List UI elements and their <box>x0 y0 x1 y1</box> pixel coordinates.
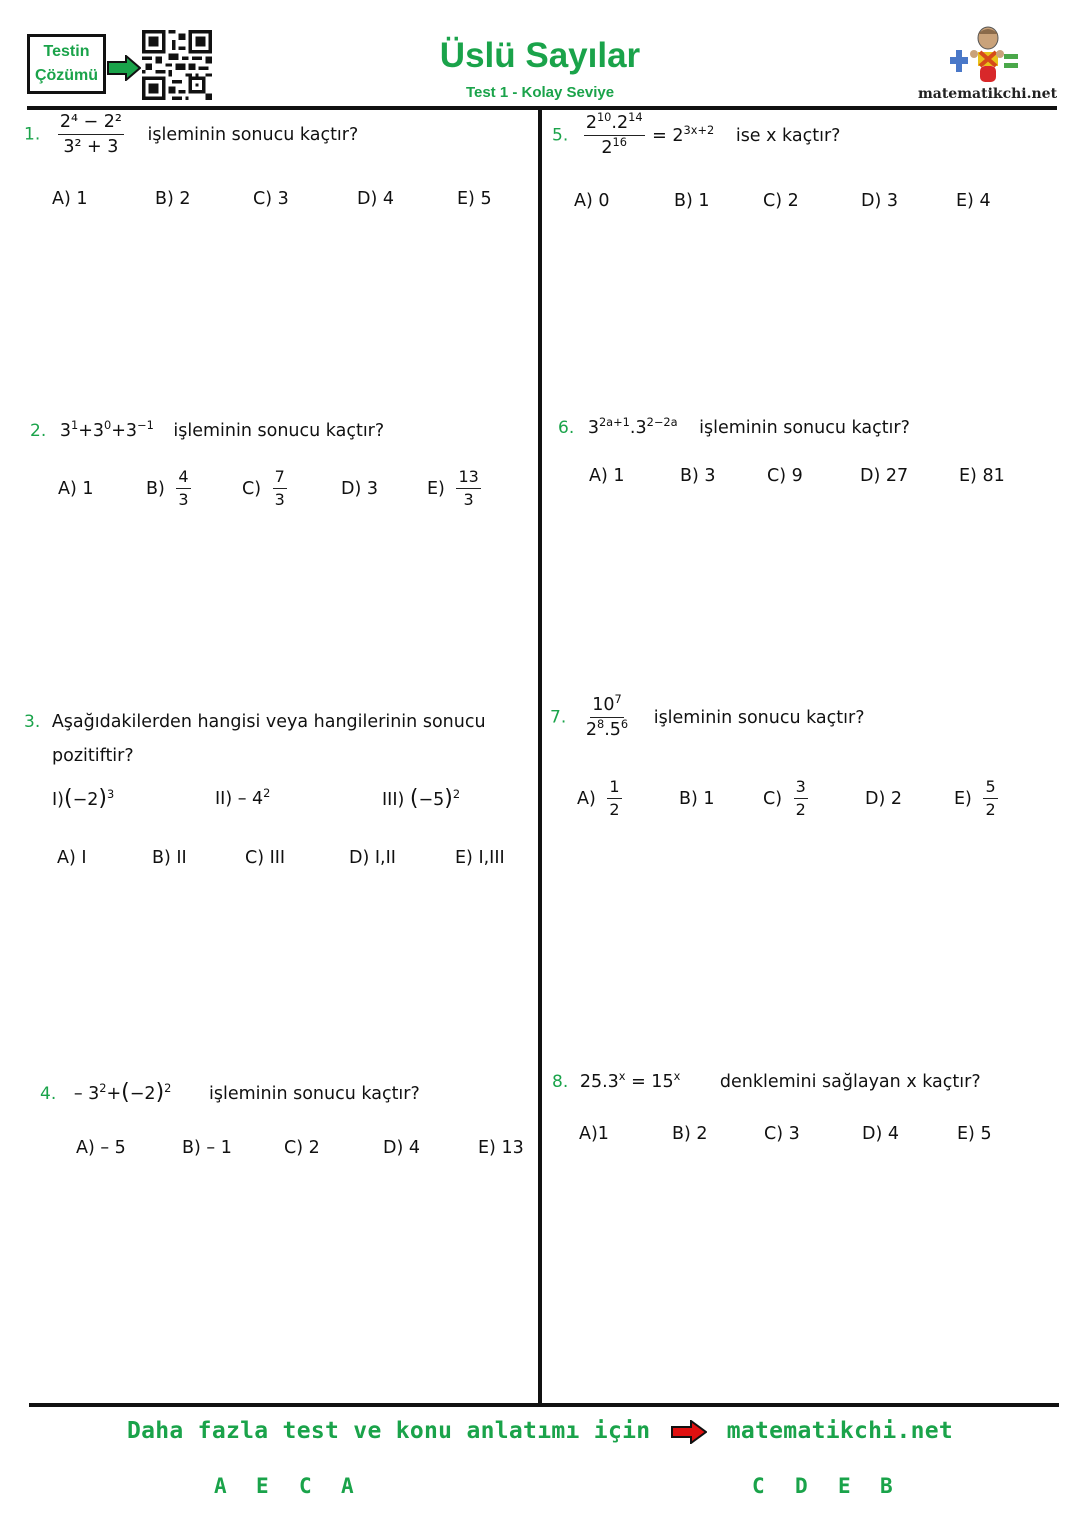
option-c[interactable]: C) $\frac{3}{2}$ <box>763 777 806 820</box>
expression-rhs: = $2^{3x+2}$ <box>652 122 715 146</box>
question-text: işleminin sonucu kaçtır? <box>653 707 865 728</box>
expression-fraction: $\frac{\text{2⁴ − 2²}}{\text{3² + 3}}$ <box>59 112 122 158</box>
question-text: işleminin sonucu kaçtır? <box>208 1084 420 1104</box>
question-number: 1. <box>24 124 41 145</box>
option-a[interactable]: A) 1 <box>58 479 94 499</box>
option-e[interactable]: E) 4 <box>956 191 991 211</box>
question-text: ise x kaçtır? <box>735 125 841 146</box>
option-b[interactable]: B) 1 <box>674 191 710 211</box>
option-a[interactable]: A) 0 <box>574 191 610 211</box>
option-d[interactable]: D) 4 <box>357 189 394 209</box>
option-e[interactable]: E) 81 <box>959 466 1005 486</box>
question-text-line1: Aşağıdakilerden hangisi veya hangilerinin sonucu <box>51 712 486 732</box>
column-divider <box>538 108 542 1406</box>
option-c[interactable]: C) 2 <box>284 1138 320 1158</box>
mascot-logo-icon <box>950 26 1025 86</box>
option-a[interactable]: A) I <box>57 848 87 868</box>
red-arrow-icon <box>671 1420 707 1444</box>
question-text: işleminin sonucu kaçtır? <box>173 421 385 441</box>
answer-key-2: E <box>256 1474 269 1498</box>
option-c[interactable]: C) 9 <box>767 466 803 486</box>
option-d[interactable]: D) I,II <box>349 848 396 868</box>
footer-divider <box>29 1403 1059 1407</box>
question-number: 3. <box>24 712 41 732</box>
question-number: 7. <box>550 707 567 728</box>
option-a[interactable]: A) 1 <box>52 189 88 209</box>
footer-promo <box>0 1418 1080 1444</box>
option-c[interactable]: C) 3 <box>253 189 289 209</box>
option-e[interactable]: E) 5 <box>957 1124 992 1144</box>
option-b[interactable]: B) – 1 <box>182 1138 232 1158</box>
option-c[interactable]: C) $\frac{7}{3}$ <box>242 467 285 510</box>
statement-i: $I)(-2)^3$ <box>52 786 115 811</box>
answer-key-1: A <box>214 1474 227 1498</box>
option-b[interactable]: B) 3 <box>680 466 716 486</box>
question-number: 8. <box>552 1072 569 1092</box>
question-number: 5. <box>552 125 569 146</box>
option-d[interactable]: D) 2 <box>865 789 903 809</box>
question-number: 6. <box>558 418 575 438</box>
page-subtitle: Test 1 - Kolay Seviye <box>465 84 615 101</box>
option-d[interactable]: D) 27 <box>860 466 909 486</box>
option-e[interactable]: E) I,III <box>455 848 505 868</box>
question-text: işleminin sonucu kaçtır? <box>147 124 359 145</box>
answer-key-6: D <box>795 1474 808 1498</box>
question-text: işleminin sonucu kaçtır? <box>699 418 910 438</box>
option-b[interactable]: B) II <box>152 848 187 868</box>
statement-iii: III) $(-5)^2$ <box>382 786 461 811</box>
option-b[interactable]: B) $\frac{4}{3}$ <box>146 467 189 510</box>
question-1 <box>24 112 358 157</box>
option-d[interactable]: D) 4 <box>862 1124 899 1144</box>
option-e[interactable]: E) 13 <box>478 1138 524 1158</box>
question-number: 4. <box>40 1084 57 1104</box>
option-a[interactable]: A) – 5 <box>76 1138 126 1158</box>
question-number: 2. <box>30 421 47 441</box>
expression-fraction: $\frac{2^{10}.2^{14}}{2^{16}}$ <box>585 110 643 159</box>
answer-key-3: C <box>299 1474 312 1498</box>
option-b[interactable]: B) 1 <box>679 789 715 809</box>
question-3 <box>24 712 486 732</box>
promo-text: Daha fazla test ve konu anlatımı için <box>126 1418 651 1444</box>
question-5 <box>552 110 841 159</box>
expression-fraction: $\frac{10^7}{2^8.5^6}$ <box>585 692 629 741</box>
option-c[interactable]: C) 2 <box>763 191 799 211</box>
option-e[interactable]: E) $\frac{5}{2}$ <box>954 777 996 820</box>
solution-box-line2: Çözümü <box>34 67 99 84</box>
option-a[interactable]: A)1 <box>579 1124 609 1144</box>
question-text-line2: pozitiftir? <box>52 746 134 766</box>
question-4 <box>40 1080 420 1105</box>
answer-key-8: B <box>880 1474 893 1498</box>
question-text: denklemini sağlayan x kaçtır? <box>719 1072 981 1092</box>
question-8 <box>552 1069 981 1092</box>
page-title: Üslü Sayılar <box>439 36 641 75</box>
option-a[interactable]: A) 1 <box>589 466 625 486</box>
question-2 <box>30 418 385 441</box>
option-e[interactable]: E) 5 <box>457 189 492 209</box>
option-a[interactable]: A) $\frac{1}{2}$ <box>577 777 620 820</box>
option-d[interactable]: D) 4 <box>383 1138 420 1158</box>
option-d[interactable]: D) 3 <box>341 479 379 499</box>
header-divider <box>27 106 1057 110</box>
option-e[interactable]: E) $\frac{13}{3}$ <box>427 467 479 510</box>
option-d[interactable]: D) 3 <box>861 191 898 211</box>
question-6 <box>558 415 910 438</box>
expression: – $3^2+(-2)^2$ <box>73 1080 172 1105</box>
statement-ii: $II) - 4^2$ <box>215 786 271 809</box>
expression: $3^{2a+1}.3^{2-2a}$ <box>587 415 678 438</box>
expression: $25.3^x = 15^x$ <box>579 1069 681 1092</box>
solution-box-line1: Testin <box>43 43 90 60</box>
promo-link[interactable]: matematikchi.net <box>726 1418 954 1444</box>
option-b[interactable]: B) 2 <box>155 189 191 209</box>
answer-key-4: A <box>341 1474 354 1498</box>
question-7 <box>550 692 865 741</box>
expression: $3^1+3^0+3^{-1}$ <box>59 418 154 441</box>
option-b[interactable]: B) 2 <box>672 1124 708 1144</box>
logo-text: matematikchi.net <box>917 86 1058 102</box>
option-c[interactable]: C) 3 <box>764 1124 800 1144</box>
answer-key-5: C <box>752 1474 765 1498</box>
answer-key-7: E <box>838 1474 851 1498</box>
option-c[interactable]: C) III <box>245 848 286 868</box>
